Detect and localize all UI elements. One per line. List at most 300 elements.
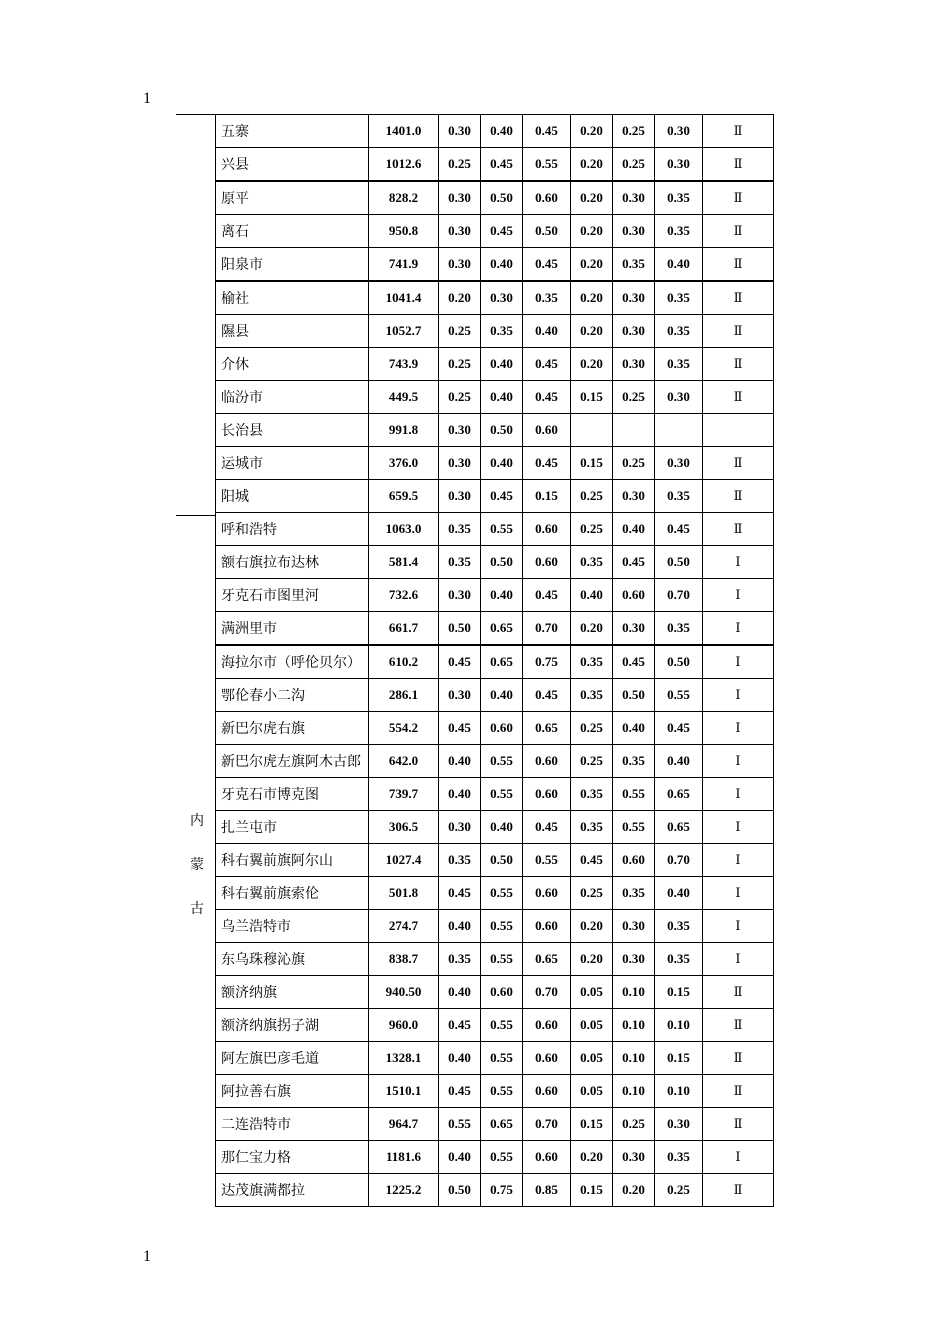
value-cell: 0.70	[655, 579, 703, 612]
station-name-cell: 那仁宝力格	[216, 1141, 369, 1174]
value-cell: 0.20	[439, 281, 481, 315]
altitude-cell: 1052.7	[369, 315, 439, 348]
value-cell: 0.25	[655, 1174, 703, 1207]
value-cell: 0.30	[613, 480, 655, 513]
zone-class-cell: Ⅱ	[703, 181, 774, 215]
value-cell: 0.55	[481, 877, 523, 910]
zone-class-cell	[703, 414, 774, 447]
value-cell: 0.45	[481, 148, 523, 182]
value-cell: 0.20	[571, 115, 613, 148]
value-cell: 0.40	[523, 315, 571, 348]
value-cell: 0.45	[523, 248, 571, 282]
value-cell: 0.55	[481, 778, 523, 811]
value-cell: 0.25	[613, 1108, 655, 1141]
zone-class-cell: Ⅰ	[703, 579, 774, 612]
value-cell: 0.55	[481, 1009, 523, 1042]
zone-class-cell: Ⅰ	[703, 811, 774, 844]
zone-class-cell: Ⅱ	[703, 1108, 774, 1141]
altitude-cell: 661.7	[369, 612, 439, 646]
value-cell: 0.25	[439, 315, 481, 348]
value-cell: 0.55	[481, 943, 523, 976]
table-row	[216, 645, 774, 679]
zone-class-cell: Ⅰ	[703, 679, 774, 712]
value-cell: 0.45	[439, 877, 481, 910]
value-cell: 0.45	[523, 679, 571, 712]
value-cell: 0.30	[613, 612, 655, 646]
station-name-cell: 海拉尔市（呼伦贝尔）	[216, 645, 369, 679]
value-cell: 0.55	[523, 844, 571, 877]
zone-class-cell: Ⅱ	[703, 1042, 774, 1075]
region-divider-rule	[176, 515, 216, 516]
altitude-cell: 940.50	[369, 976, 439, 1009]
zone-class-cell: Ⅱ	[703, 381, 774, 414]
value-cell: 0.35	[571, 546, 613, 579]
table-row	[216, 877, 774, 910]
zone-class-cell: Ⅱ	[703, 1009, 774, 1042]
value-cell: 0.65	[481, 645, 523, 679]
altitude-cell: 554.2	[369, 712, 439, 745]
value-cell: 0.60	[481, 712, 523, 745]
value-cell: 0.35	[481, 315, 523, 348]
altitude-cell: 1181.6	[369, 1141, 439, 1174]
value-cell: 0.45	[523, 381, 571, 414]
zone-class-cell: Ⅰ	[703, 778, 774, 811]
value-cell: 0.25	[571, 513, 613, 546]
table-row	[216, 745, 774, 778]
value-cell: 0.55	[481, 1141, 523, 1174]
value-cell: 0.35	[655, 612, 703, 646]
station-name-cell: 额济纳旗拐子湖	[216, 1009, 369, 1042]
zone-class-cell: Ⅱ	[703, 480, 774, 513]
table-row	[216, 513, 774, 546]
table-row	[216, 381, 774, 414]
value-cell: 0.40	[655, 877, 703, 910]
value-cell: 0.35	[571, 645, 613, 679]
value-cell: 0.10	[655, 1009, 703, 1042]
value-cell: 0.60	[523, 414, 571, 447]
altitude-cell: 1225.2	[369, 1174, 439, 1207]
table-row	[216, 480, 774, 513]
value-cell: 0.10	[613, 1075, 655, 1108]
altitude-cell: 741.9	[369, 248, 439, 282]
value-cell: 0.25	[613, 148, 655, 182]
value-cell: 0.65	[655, 778, 703, 811]
station-name-cell: 满洲里市	[216, 612, 369, 646]
zone-class-cell: Ⅰ	[703, 612, 774, 646]
value-cell: 0.10	[613, 1042, 655, 1075]
zone-class-cell: Ⅰ	[703, 844, 774, 877]
altitude-cell: 1027.4	[369, 844, 439, 877]
table-row	[216, 1042, 774, 1075]
value-cell: 0.50	[655, 645, 703, 679]
value-cell: 0.15	[655, 1042, 703, 1075]
value-cell: 0.25	[439, 348, 481, 381]
value-cell: 0.25	[571, 877, 613, 910]
altitude-cell: 960.0	[369, 1009, 439, 1042]
table-row	[216, 778, 774, 811]
altitude-cell: 743.9	[369, 348, 439, 381]
value-cell: 0.55	[655, 679, 703, 712]
value-cell: 0.50	[439, 612, 481, 646]
value-cell: 0.35	[655, 181, 703, 215]
value-cell: 0.55	[613, 778, 655, 811]
station-name-cell: 科右翼前旗阿尔山	[216, 844, 369, 877]
station-name-cell: 呼和浩特	[216, 513, 369, 546]
value-cell: 0.30	[439, 480, 481, 513]
zone-class-cell: Ⅰ	[703, 712, 774, 745]
value-cell: 0.40	[439, 1141, 481, 1174]
table-row	[216, 348, 774, 381]
value-cell: 0.30	[613, 1141, 655, 1174]
altitude-cell: 964.7	[369, 1108, 439, 1141]
value-cell: 0.60	[613, 579, 655, 612]
value-cell: 0.55	[481, 1075, 523, 1108]
value-cell: 0.30	[439, 414, 481, 447]
value-cell: 0.30	[613, 281, 655, 315]
value-cell	[613, 414, 655, 447]
value-cell: 0.30	[655, 381, 703, 414]
value-cell: 0.60	[523, 910, 571, 943]
value-cell: 0.20	[571, 315, 613, 348]
table-row	[216, 712, 774, 745]
table-row	[216, 115, 774, 148]
value-cell: 0.30	[439, 115, 481, 148]
region-label-char: 内	[190, 814, 204, 829]
value-cell: 0.60	[523, 1141, 571, 1174]
table-row	[216, 414, 774, 447]
value-cell: 0.35	[655, 315, 703, 348]
value-cell: 0.25	[571, 712, 613, 745]
value-cell: 0.40	[481, 679, 523, 712]
value-cell: 0.40	[481, 579, 523, 612]
zone-class-cell: Ⅱ	[703, 248, 774, 282]
value-cell: 0.05	[571, 976, 613, 1009]
zone-class-cell: Ⅰ	[703, 910, 774, 943]
altitude-cell: 732.6	[369, 579, 439, 612]
station-name-cell: 达茂旗满都拉	[216, 1174, 369, 1207]
value-cell: 0.60	[523, 546, 571, 579]
zone-class-cell: Ⅰ	[703, 645, 774, 679]
value-cell: 0.45	[523, 447, 571, 480]
station-name-cell: 新巴尔虎左旗阿木古郎	[216, 745, 369, 778]
zone-class-cell: Ⅱ	[703, 148, 774, 182]
value-cell: 0.10	[655, 1075, 703, 1108]
altitude-cell: 991.8	[369, 414, 439, 447]
value-cell: 0.50	[481, 844, 523, 877]
value-cell: 0.50	[481, 546, 523, 579]
value-cell: 0.30	[613, 943, 655, 976]
table-row	[216, 1108, 774, 1141]
table-row	[216, 181, 774, 215]
value-cell	[571, 414, 613, 447]
value-cell: 0.20	[571, 281, 613, 315]
value-cell: 0.60	[523, 877, 571, 910]
value-cell: 0.55	[481, 513, 523, 546]
value-cell: 0.60	[523, 778, 571, 811]
value-cell: 0.55	[481, 1042, 523, 1075]
value-cell: 0.50	[613, 679, 655, 712]
value-cell: 0.25	[613, 447, 655, 480]
altitude-cell: 1012.6	[369, 148, 439, 182]
value-cell: 0.30	[613, 348, 655, 381]
left-column-top-rule	[176, 114, 216, 115]
altitude-cell: 1510.1	[369, 1075, 439, 1108]
altitude-cell: 306.5	[369, 811, 439, 844]
value-cell: 0.05	[571, 1075, 613, 1108]
station-name-cell: 原平	[216, 181, 369, 215]
value-cell: 0.35	[439, 844, 481, 877]
table-row	[216, 1075, 774, 1108]
table-row	[216, 910, 774, 943]
station-name-cell: 牙克石市图里河	[216, 579, 369, 612]
station-name-cell: 鄂伦春小二沟	[216, 679, 369, 712]
value-cell: 0.45	[523, 811, 571, 844]
altitude-cell: 1328.1	[369, 1042, 439, 1075]
altitude-cell: 274.7	[369, 910, 439, 943]
value-cell: 0.10	[613, 976, 655, 1009]
value-cell: 0.15	[571, 1108, 613, 1141]
value-cell: 0.70	[523, 612, 571, 646]
altitude-cell: 739.7	[369, 778, 439, 811]
value-cell: 0.20	[571, 215, 613, 248]
value-cell: 0.10	[613, 1009, 655, 1042]
value-cell: 0.40	[439, 910, 481, 943]
value-cell: 0.45	[439, 1075, 481, 1108]
station-name-cell: 科右翼前旗索伦	[216, 877, 369, 910]
altitude-cell: 828.2	[369, 181, 439, 215]
station-name-cell: 榆社	[216, 281, 369, 315]
value-cell: 0.60	[523, 513, 571, 546]
altitude-cell: 610.2	[369, 645, 439, 679]
value-cell: 0.35	[655, 1141, 703, 1174]
value-cell: 0.35	[571, 679, 613, 712]
value-cell: 0.50	[481, 181, 523, 215]
value-cell: 0.40	[613, 712, 655, 745]
value-cell: 0.40	[481, 248, 523, 282]
value-cell: 0.65	[523, 712, 571, 745]
value-cell: 0.45	[523, 348, 571, 381]
station-name-cell: 离石	[216, 215, 369, 248]
value-cell: 0.60	[523, 1009, 571, 1042]
value-cell: 0.30	[613, 181, 655, 215]
value-cell: 0.30	[439, 447, 481, 480]
value-cell: 0.20	[571, 348, 613, 381]
value-cell: 0.05	[571, 1009, 613, 1042]
value-cell: 0.30	[439, 811, 481, 844]
station-name-cell: 介休	[216, 348, 369, 381]
table-row	[216, 612, 774, 646]
region-label-char: 蒙	[190, 858, 204, 873]
value-cell: 0.45	[571, 844, 613, 877]
value-cell: 0.45	[655, 712, 703, 745]
zone-class-cell: Ⅱ	[703, 513, 774, 546]
value-cell: 0.15	[655, 976, 703, 1009]
value-cell	[655, 414, 703, 447]
value-cell: 0.20	[571, 181, 613, 215]
value-cell: 0.30	[613, 215, 655, 248]
value-cell: 0.65	[523, 943, 571, 976]
value-cell: 0.45	[481, 215, 523, 248]
value-cell: 0.40	[481, 447, 523, 480]
zone-class-cell: Ⅱ	[703, 976, 774, 1009]
table-row	[216, 1174, 774, 1207]
station-name-cell: 牙克石市博克图	[216, 778, 369, 811]
altitude-cell: 838.7	[369, 943, 439, 976]
value-cell: 0.15	[571, 1174, 613, 1207]
value-cell: 0.30	[613, 315, 655, 348]
value-cell: 0.60	[523, 1042, 571, 1075]
value-cell: 0.35	[523, 281, 571, 315]
station-name-cell: 乌兰浩特市	[216, 910, 369, 943]
station-name-cell: 阳泉市	[216, 248, 369, 282]
value-cell: 0.40	[655, 745, 703, 778]
altitude-cell: 376.0	[369, 447, 439, 480]
table-row	[216, 148, 774, 182]
value-cell: 0.55	[523, 148, 571, 182]
value-cell: 0.50	[439, 1174, 481, 1207]
altitude-cell: 642.0	[369, 745, 439, 778]
value-cell: 0.15	[523, 480, 571, 513]
value-cell: 0.60	[523, 745, 571, 778]
value-cell: 0.35	[571, 778, 613, 811]
value-cell: 0.35	[655, 910, 703, 943]
value-cell: 0.30	[655, 148, 703, 182]
table-row	[216, 844, 774, 877]
region-label-inner-mongolia	[186, 800, 208, 932]
zone-class-cell: Ⅱ	[703, 1174, 774, 1207]
value-cell: 0.45	[523, 579, 571, 612]
value-cell: 0.70	[523, 1108, 571, 1141]
table-row	[216, 447, 774, 480]
value-cell: 0.45	[439, 712, 481, 745]
value-cell: 0.50	[655, 546, 703, 579]
value-cell: 0.30	[439, 579, 481, 612]
table-body	[216, 115, 774, 1207]
value-cell: 0.40	[481, 381, 523, 414]
zone-class-cell: Ⅱ	[703, 447, 774, 480]
value-cell: 0.45	[613, 645, 655, 679]
table-row	[216, 579, 774, 612]
value-cell: 0.20	[571, 910, 613, 943]
zone-class-cell: Ⅱ	[703, 348, 774, 381]
altitude-cell: 286.1	[369, 679, 439, 712]
value-cell: 0.30	[655, 447, 703, 480]
altitude-cell: 449.5	[369, 381, 439, 414]
value-cell: 0.40	[655, 248, 703, 282]
value-cell: 0.40	[439, 745, 481, 778]
value-cell: 0.30	[439, 215, 481, 248]
value-cell: 0.35	[655, 281, 703, 315]
value-cell: 0.05	[571, 1042, 613, 1075]
value-cell: 0.35	[613, 877, 655, 910]
page-number-top: 1	[143, 90, 151, 107]
station-name-cell: 东乌珠穆沁旗	[216, 943, 369, 976]
value-cell: 0.30	[439, 679, 481, 712]
value-cell: 0.40	[481, 811, 523, 844]
value-cell: 0.40	[439, 778, 481, 811]
value-cell: 0.20	[571, 148, 613, 182]
value-cell: 0.35	[439, 943, 481, 976]
value-cell: 0.50	[523, 215, 571, 248]
value-cell: 0.55	[481, 910, 523, 943]
altitude-cell: 1063.0	[369, 513, 439, 546]
zone-class-cell: Ⅱ	[703, 281, 774, 315]
value-cell: 0.45	[439, 645, 481, 679]
value-cell: 0.40	[571, 579, 613, 612]
value-cell: 0.30	[655, 1108, 703, 1141]
table-row	[216, 1009, 774, 1042]
station-name-cell: 临汾市	[216, 381, 369, 414]
zone-class-cell: Ⅰ	[703, 877, 774, 910]
altitude-cell: 950.8	[369, 215, 439, 248]
zone-class-cell: Ⅰ	[703, 1141, 774, 1174]
value-cell: 0.85	[523, 1174, 571, 1207]
station-name-cell: 额右旗拉布达林	[216, 546, 369, 579]
station-name-cell: 运城市	[216, 447, 369, 480]
zone-class-cell: Ⅱ	[703, 315, 774, 348]
value-cell: 0.35	[439, 513, 481, 546]
value-cell: 0.20	[571, 612, 613, 646]
value-cell: 0.65	[655, 811, 703, 844]
value-cell: 0.60	[523, 1075, 571, 1108]
table-row	[216, 281, 774, 315]
value-cell: 0.35	[655, 480, 703, 513]
page-number-bottom: 1	[143, 1248, 151, 1265]
value-cell: 0.45	[439, 1009, 481, 1042]
value-cell: 0.55	[481, 745, 523, 778]
table-row	[216, 546, 774, 579]
value-cell: 0.35	[571, 811, 613, 844]
value-cell: 0.70	[655, 844, 703, 877]
altitude-cell: 581.4	[369, 546, 439, 579]
value-cell: 0.35	[613, 248, 655, 282]
table-row	[216, 248, 774, 282]
region-label-char: 古	[190, 902, 204, 917]
zone-class-cell: Ⅰ	[703, 943, 774, 976]
station-name-cell: 新巴尔虎右旗	[216, 712, 369, 745]
zone-class-cell: Ⅱ	[703, 1075, 774, 1108]
value-cell: 0.30	[481, 281, 523, 315]
table-row	[216, 215, 774, 248]
value-cell: 0.30	[655, 115, 703, 148]
value-cell: 0.40	[481, 115, 523, 148]
value-cell: 0.60	[613, 844, 655, 877]
value-cell: 0.45	[523, 115, 571, 148]
value-cell: 0.75	[523, 645, 571, 679]
value-cell: 0.35	[655, 348, 703, 381]
value-cell: 0.40	[481, 348, 523, 381]
value-cell: 0.30	[439, 181, 481, 215]
value-cell: 0.25	[571, 480, 613, 513]
zone-class-cell: Ⅰ	[703, 745, 774, 778]
value-cell: 0.75	[481, 1174, 523, 1207]
value-cell: 0.30	[613, 910, 655, 943]
value-cell: 0.35	[613, 745, 655, 778]
altitude-cell: 501.8	[369, 877, 439, 910]
station-name-cell: 兴县	[216, 148, 369, 182]
value-cell: 0.25	[571, 745, 613, 778]
value-cell: 0.65	[481, 612, 523, 646]
value-cell: 0.25	[439, 148, 481, 182]
value-cell: 0.25	[613, 115, 655, 148]
value-cell: 0.40	[439, 1042, 481, 1075]
value-cell: 0.65	[481, 1108, 523, 1141]
altitude-cell: 1401.0	[369, 115, 439, 148]
value-cell: 0.20	[571, 248, 613, 282]
table-row	[216, 679, 774, 712]
station-data-table	[215, 114, 774, 1207]
value-cell: 0.60	[481, 976, 523, 1009]
